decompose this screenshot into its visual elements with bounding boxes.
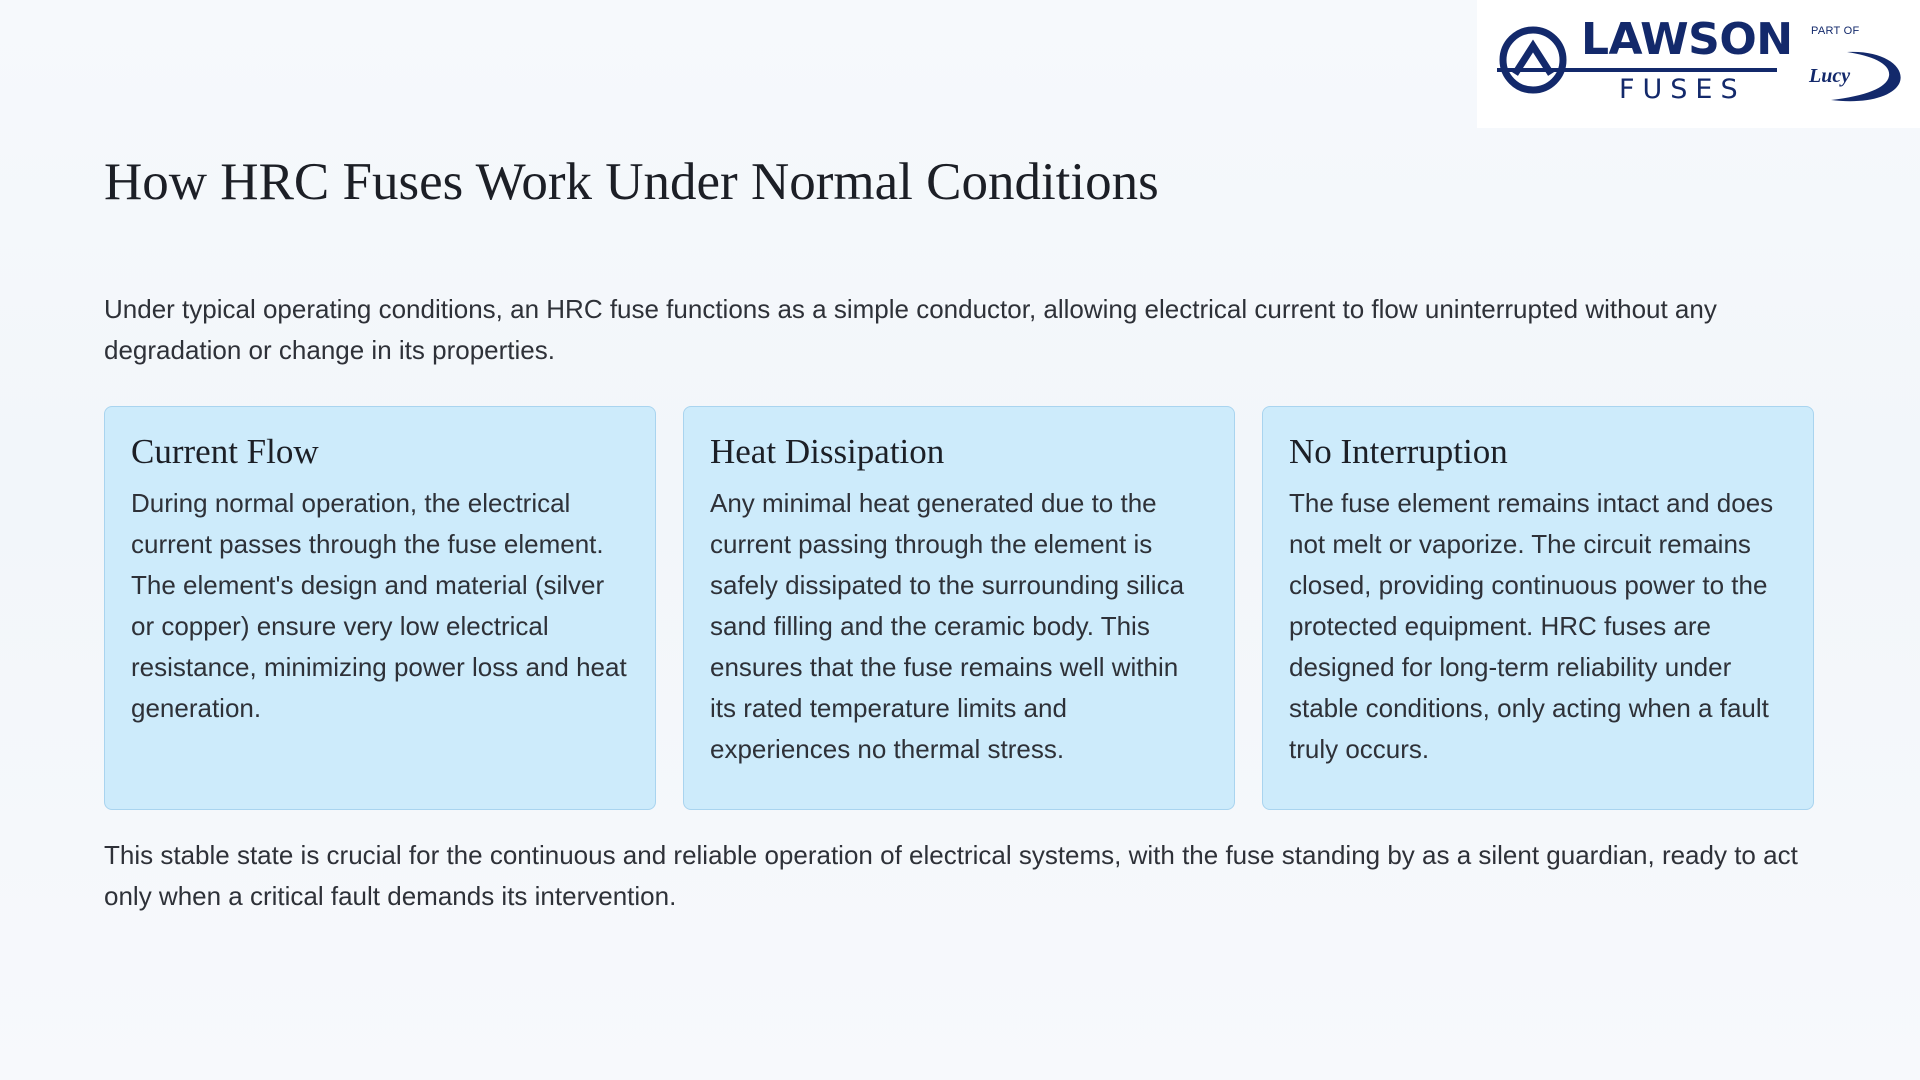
outro-paragraph: This stable state is crucial for the continuous and reliable operation of electrical systems, with the fuse standing by as a silent guardian, ready to act only when a critical fault demands its intervention. [104,840,1798,911]
lucy-logo [1807,46,1907,106]
logo-underline [1497,68,1777,72]
card-body: Any minimal heat generated due to the current passing through the element is safely dissipated to the surrounding silica sand filling and the ceramic body. This ensures that the fuse remains well within its rated temperature limits and experiences no thermal stress. [710,488,1185,764]
card-body: The fuse element remains intact and does not melt or vaporize. The circuit remains closed, providing continuous power to the protected equipment. HRC fuses are designed for long-term reliability under stable conditions, only acting when a fault truly occurs. [1289,488,1774,764]
lawson-wordmark: LAWSON [1581,14,1793,65]
logo-panel [1477,0,1920,128]
lucy-wordmark: Lucy [1809,65,1851,87]
card-title: Heat Dissipation [710,432,945,471]
intro-paragraph: Under typical operating conditions, an HRC fuse functions as a simple conductor, allowing electrical current to flow uninterrupted without any degradation or change in its properties. [104,294,1717,365]
card-no-interruption [1262,406,1814,810]
fuses-wordmark: FUSES [1619,74,1746,105]
page-title: How HRC Fuses Work Under Normal Conditions [104,153,1159,211]
card-current-flow [104,406,656,810]
card-title: No Interruption [1289,432,1508,471]
part-of-label: PART OF [1811,25,1860,37]
lawson-house-icon [1497,24,1577,96]
card-heat-dissipation [683,406,1235,810]
card-title: Current Flow [131,432,319,471]
card-body: During normal operation, the electrical current passes through the fuse element. The element's design and material (silver or copper) ensure very low electrical resistance, minimizing power loss and heat generation. [131,488,627,723]
